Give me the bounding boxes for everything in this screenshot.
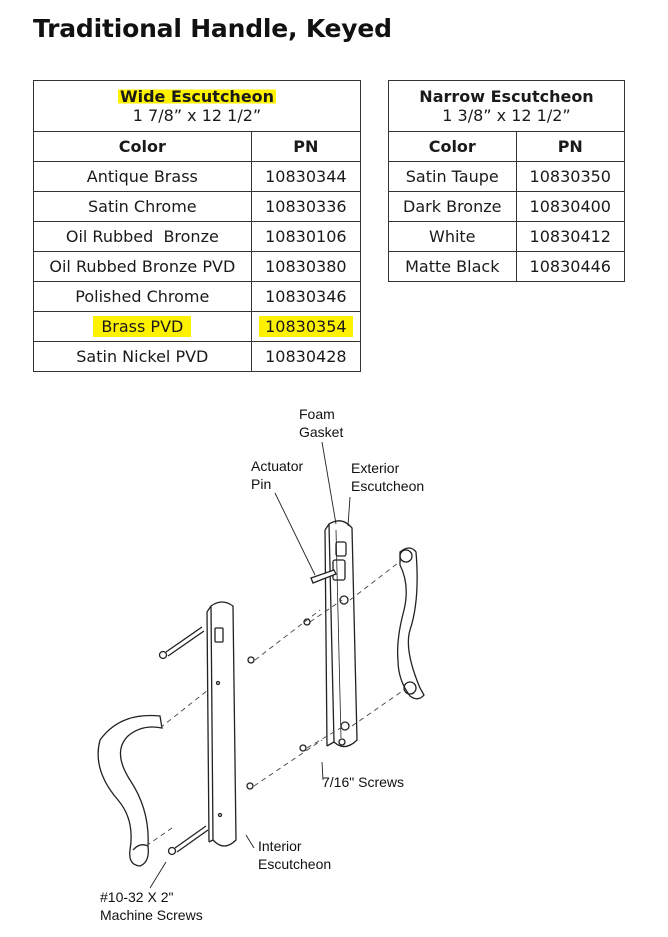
exploded-assembly-diagram [0, 395, 668, 937]
pn-cell: 10830380 [251, 252, 360, 282]
wide-escutcheon-table [33, 80, 361, 372]
label-machine-screws-line1: #10-32 X 2" [100, 889, 174, 905]
leader-lines [150, 442, 350, 888]
wide-table-title: Wide Escutcheon [119, 87, 275, 106]
interior-screw-1 [248, 657, 254, 663]
wide-col-color: Color [34, 132, 252, 162]
narrow-col-color: Color [389, 132, 517, 162]
table-row [34, 252, 361, 282]
color-text: Brass PVD [93, 316, 191, 337]
label-foam-gasket-line1: Foam [299, 406, 335, 422]
wide-table-size: 1 7/8” x 12 1/2” [132, 106, 262, 125]
pn-cell: 10830350 [516, 162, 624, 192]
narrow-table-title: Narrow Escutcheon [419, 87, 594, 106]
label-foam-gasket-line2: Gasket [299, 424, 344, 440]
pn-text: 10830354 [259, 316, 352, 337]
interior-handle [98, 716, 162, 867]
machine-screw-bottom [169, 826, 209, 855]
pn-cell: 10830412 [516, 222, 624, 252]
color-cell: Oil Rubbed Bronze PVD [34, 252, 252, 282]
color-cell: Satin Taupe [389, 162, 517, 192]
pn-cell: 10830336 [251, 192, 360, 222]
color-cell: Matte Black [389, 252, 517, 282]
color-cell: Antique Brass [34, 162, 252, 192]
pn-cell: 10830446 [516, 252, 624, 282]
table-row [389, 192, 625, 222]
exterior-screw-2 [300, 745, 306, 751]
pn-cell: 10830428 [251, 342, 360, 372]
label-interior-escutcheon-line2: Escutcheon [258, 856, 332, 872]
pn-cell: 10830344 [251, 162, 360, 192]
table-row [34, 192, 361, 222]
pn-cell: 10830346 [251, 282, 360, 312]
color-cell: Dark Bronze [389, 192, 517, 222]
label-exterior-escutcheon-line1: Exterior [351, 460, 400, 476]
color-cell: Satin Chrome [34, 192, 252, 222]
pn-cell [251, 312, 360, 342]
narrow-table-header [389, 81, 625, 132]
label-interior-escutcheon-line1: Interior [258, 838, 302, 854]
label-actuator-pin-line2: Pin [251, 476, 272, 492]
table-row-highlighted [34, 312, 361, 342]
label-exterior-escutcheon-line2: Escutcheon [351, 478, 425, 494]
color-cell: Satin Nickel PVD [34, 342, 252, 372]
page-title: Traditional Handle, Keyed [33, 14, 392, 43]
wide-table-header [34, 81, 361, 132]
table-row [34, 222, 361, 252]
label-7-16-screws: 7/16" Screws [322, 774, 405, 790]
label-machine-screws-line2: Machine Screws [100, 907, 203, 923]
wide-col-pn: PN [251, 132, 360, 162]
color-cell [34, 312, 252, 342]
exterior-escutcheon-plate [325, 521, 357, 747]
table-row [34, 342, 361, 372]
pn-cell: 10830106 [251, 222, 360, 252]
table-row [389, 222, 625, 252]
color-cell: White [389, 222, 517, 252]
table-row [389, 162, 625, 192]
color-cell: Oil Rubbed Bronze [34, 222, 252, 252]
table-row [389, 252, 625, 282]
table-row [34, 162, 361, 192]
interior-screw-2 [247, 783, 253, 789]
color-cell: Polished Chrome [34, 282, 252, 312]
machine-screw-top [160, 627, 205, 659]
narrow-escutcheon-table [388, 80, 625, 282]
exterior-handle [398, 548, 424, 699]
narrow-col-pn: PN [516, 132, 624, 162]
alignment-lines [146, 560, 404, 846]
pn-cell: 10830400 [516, 192, 624, 222]
interior-escutcheon-plate [207, 602, 236, 846]
narrow-table-size: 1 3/8” x 12 1/2” [442, 106, 571, 125]
table-row [34, 282, 361, 312]
label-actuator-pin-line1: Actuator [251, 458, 304, 474]
